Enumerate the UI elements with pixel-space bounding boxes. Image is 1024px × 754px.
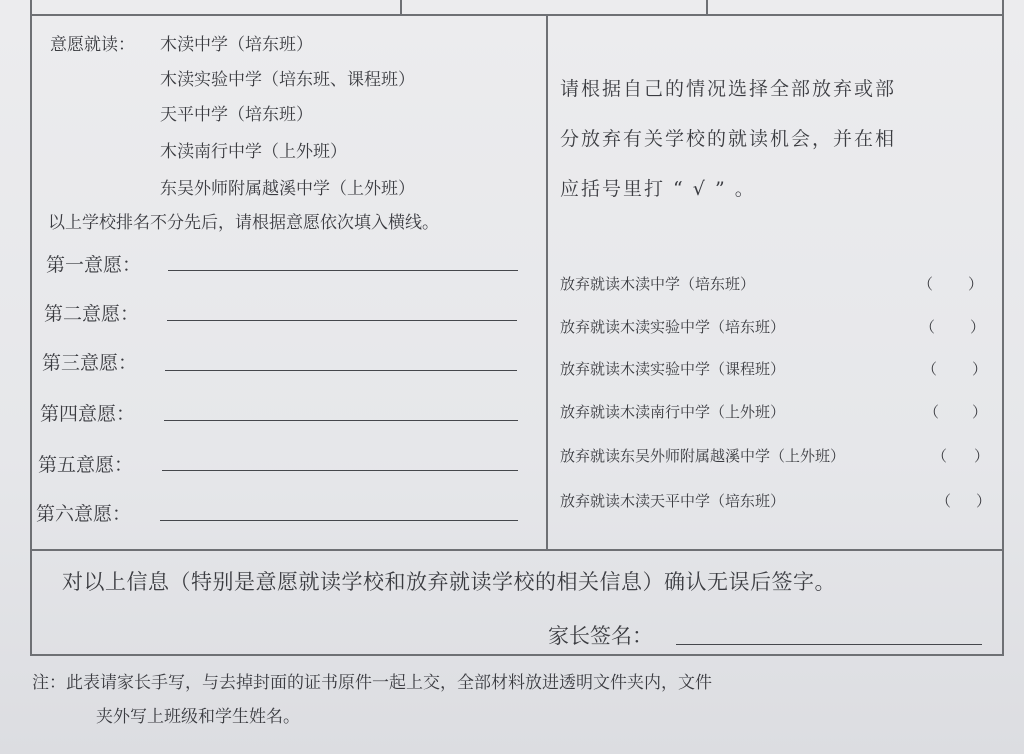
column-divider xyxy=(546,14,548,551)
abandon-option[interactable] xyxy=(560,316,990,340)
abandon-option-label: 放弃就读东吴外师附属越溪中学（上外班） xyxy=(560,447,846,465)
wish-1-label: 第一意愿： xyxy=(46,254,142,276)
paren-left: （ xyxy=(936,492,952,510)
paren-left: （ xyxy=(918,275,934,293)
paren-left: （ xyxy=(922,360,938,378)
wish-4-label: 第四意愿： xyxy=(40,403,136,425)
wish-label: 意愿就读： xyxy=(50,35,135,55)
abandon-option-label: 放弃就读木渎实验中学（课程班） xyxy=(560,360,786,378)
right-instruction-line: 分放弃有关学校的就读机会，并在相 xyxy=(560,128,897,150)
confirmation-text: 对以上信息（特别是意愿就读学校和放弃就读学校的相关信息）确认无误后签字。 xyxy=(62,570,836,594)
paren-left: （ xyxy=(924,403,940,421)
school-item: 木渎南行中学（上外班） xyxy=(160,142,347,162)
ranking-instruction: 以上学校排名不分先后，请根据意愿依次填入横线。 xyxy=(48,213,439,233)
paren-right: ） xyxy=(972,403,988,421)
abandon-option[interactable] xyxy=(560,445,990,469)
abandon-option[interactable] xyxy=(560,358,990,382)
paren-right: ） xyxy=(970,318,986,336)
wish-5-label: 第五意愿： xyxy=(38,454,134,476)
note-line: 注：此表请家长手写，与去掉封面的证书原件一起上交，全部材料放进透明文件夹内，文件 xyxy=(32,673,712,693)
school-item: 木渎中学（培东班） xyxy=(160,35,313,55)
abandon-option[interactable] xyxy=(560,401,990,425)
right-instruction-line: 应括号里打 “ √ ” 。 xyxy=(560,178,756,200)
top-table-edge xyxy=(30,0,1004,14)
row-divider xyxy=(30,549,1004,551)
paren-right: ） xyxy=(968,275,984,293)
school-item: 东吴外师附属越溪中学（上外班） xyxy=(160,179,415,199)
wish-1-line[interactable] xyxy=(168,270,518,271)
school-item: 天平中学（培东班） xyxy=(160,105,313,125)
right-instruction-line: 请根据自己的情况选择全部放弃或部 xyxy=(560,78,897,100)
paren-right: ） xyxy=(976,492,992,510)
school-item: 木渎实验中学（培东班、课程班） xyxy=(160,70,415,90)
wish-3-label: 第三意愿： xyxy=(42,352,138,374)
wish-6-line[interactable] xyxy=(160,520,518,521)
signature-line[interactable] xyxy=(676,644,982,645)
abandon-option[interactable] xyxy=(560,273,990,297)
paren-left: （ xyxy=(920,318,936,336)
wish-3-line[interactable] xyxy=(165,370,517,371)
paren-right: ） xyxy=(972,360,988,378)
abandon-option-label: 放弃就读木渎中学（培东班） xyxy=(560,275,756,293)
abandon-option-label: 放弃就读木渎天平中学（培东班） xyxy=(560,492,786,510)
abandon-option-label: 放弃就读木渎南行中学（上外班） xyxy=(560,403,786,421)
abandon-option-label: 放弃就读木渎实验中学（培东班） xyxy=(560,318,786,336)
wish-2-line[interactable] xyxy=(167,320,517,321)
signature-label: 家长签名： xyxy=(548,624,653,648)
wish-2-label: 第二意愿： xyxy=(44,303,140,325)
paren-right: ） xyxy=(974,447,990,465)
note-line: 夹外写上班级和学生姓名。 xyxy=(96,707,300,727)
wish-4-line[interactable] xyxy=(164,420,518,421)
paren-left: （ xyxy=(932,447,948,465)
wish-5-line[interactable] xyxy=(162,470,518,471)
wish-6-label: 第六意愿： xyxy=(36,503,132,525)
abandon-option[interactable] xyxy=(560,490,990,514)
